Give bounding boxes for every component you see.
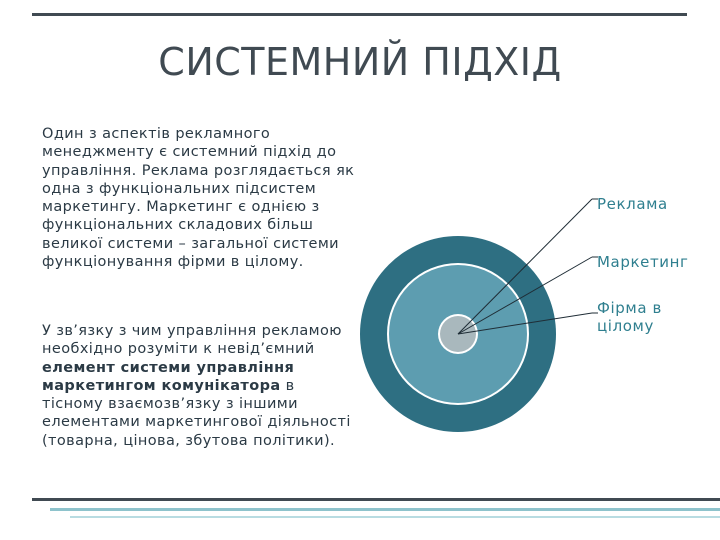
paragraph-2-bold: елемент системи управління маркетингом комунікатора xyxy=(42,359,295,394)
inner-circle-firma xyxy=(440,316,476,352)
outer-ring-separator xyxy=(387,263,529,405)
paragraph-2 xyxy=(42,322,360,450)
top-rule xyxy=(32,13,687,16)
pointer-line-reklama xyxy=(458,199,592,334)
outer-ring-reklama xyxy=(360,236,556,432)
paragraph-2-outro: в тісному взаємозв’язку з іншими елементами маркетингової діяльності (товарна, цінова, збутова політики). xyxy=(42,377,351,449)
middle-ring-marketing xyxy=(389,265,527,403)
bottom-rule-light xyxy=(70,516,720,518)
pointer-line-marketing xyxy=(458,257,592,334)
label-firma: Фірма в цілому xyxy=(597,299,662,335)
inner-circle-separator xyxy=(438,314,478,354)
label-marketing: Маркетинг xyxy=(597,253,689,271)
paragraph-2-intro: У зв’язку з чим управління рекламою необхідно розуміти к невід’ємний xyxy=(42,323,342,358)
paragraph-1: Один з аспектів рекламного менеджменту є системний підхід до управління. Реклама розглядається як одна з функціональних підсистем маркетингу. Маркетинг є однією з функціональних складових більш великої системи – загальної системи функціонування фірми в цілому. xyxy=(42,126,355,271)
bottom-rule-medium xyxy=(50,508,720,511)
slide-title: СИСТЕМНИЙ ПІДХІД xyxy=(158,40,562,84)
bottom-rule-dark xyxy=(32,498,720,501)
label-reklama: Реклама xyxy=(597,195,668,213)
pointer-line-firma xyxy=(458,313,592,334)
